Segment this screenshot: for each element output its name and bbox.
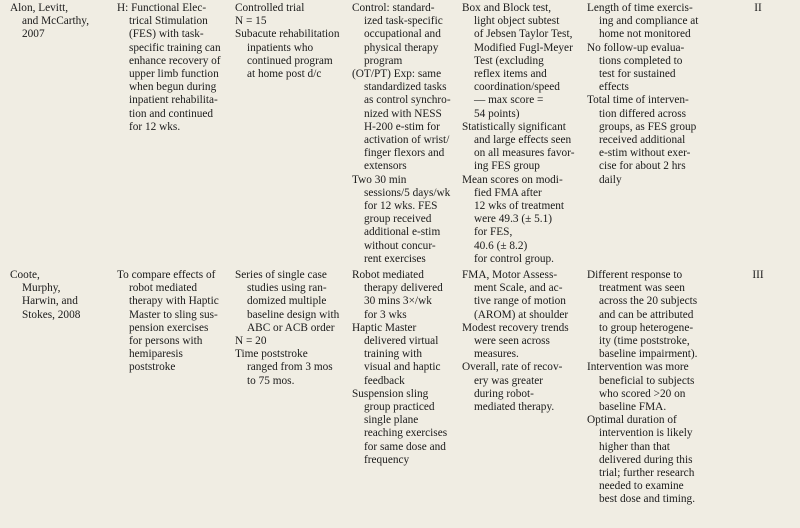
evidence-level: II (754, 2, 762, 14)
author-line: Murphy, (22, 282, 61, 295)
comment-item: No follow-up evalua- tions completed to test for sustained effects (587, 41, 685, 94)
design-item: N = 20 (235, 335, 267, 348)
author-line: and McCarthy, (22, 15, 90, 28)
intervention-item: Robot mediated therapy delivered 30 mins 3×/wk for 3 wks (352, 269, 443, 321)
purpose-line: H: Functional Elec- (117, 2, 207, 14)
comment-item: Different response to treatment was seen across the 20 subjects and can be attributed to group heterogene- ity (time poststroke, baseline impairment). (587, 269, 698, 361)
purpose-line: robot mediated (129, 282, 198, 295)
design-item: Subacute rehabilitation inpatients who continued program at home post d/c (235, 28, 340, 81)
purpose-line: upper limb function (129, 68, 219, 81)
evidence-level: III (752, 269, 764, 281)
purpose-line: specific training can (129, 41, 221, 54)
purpose-cell (117, 2, 223, 134)
intervention-item: Suspension sling group practiced single plane reaching exercises for same dose and frequency (352, 387, 448, 466)
purpose-line: tion and continued (129, 107, 214, 120)
outcome-item: Statistically significant and large effects seen on all measures favor- ing FES group (462, 120, 575, 173)
intervention-cell (352, 2, 460, 266)
comment-item: Length of time exercis- ing and compliance at home not monitored (587, 2, 699, 41)
purpose-line: inpatient rehabilita- (129, 94, 218, 107)
intervention-item: Two 30 min sessions/5 days/wk for 12 wks. FES group received additional e-stim without concur- rent exercises (352, 173, 451, 265)
intervention-item: Control: standard- ized task-specific occupational and physical therapy program (352, 2, 443, 67)
comment-item: Total time of interven- tion differed across groups, as FES group received additional e-stim without exer- cise for about 2 hrs daily (587, 94, 697, 186)
purpose-cell (117, 269, 223, 375)
author-line: 2007 (22, 28, 45, 41)
purpose-line: poststroke (129, 361, 176, 374)
purpose-line: hemiparesis (129, 348, 183, 361)
outcome-item: Box and Block test, light object subtest of Jebsen Taylor Test, Modified Fugl-Meyer Test (excluding reflex items and coordination/speed — max score = 54 points) (462, 2, 573, 120)
intervention-cell (352, 269, 460, 467)
purpose-line: enhance recovery of (129, 54, 221, 67)
design-cell (235, 2, 343, 81)
author-line: Stokes, 2008 (22, 308, 81, 321)
purpose-line: therapy with Haptic (129, 295, 219, 308)
author-cell (10, 269, 106, 322)
outcome-item: Mean scores on modi- fied FMA after 12 wks of treatment were 49.3 (± 5.1) for FES, 40.6 (± 8.2) for control group. (462, 173, 565, 265)
outcome-item: Modest recovery trends were seen across measures. (462, 321, 569, 361)
purpose-line: trical Stimulation (129, 15, 208, 28)
comments-cell (587, 269, 717, 507)
outcome-cell (462, 2, 580, 266)
design-item: Controlled trial (235, 2, 305, 14)
author-line: Alon, Levitt, (10, 2, 69, 14)
comment-item: Intervention was more beneficial to subjects who scored >20 on baseline FMA. (587, 361, 695, 414)
outcome-cell (462, 269, 580, 414)
purpose-line: when begun during (129, 81, 217, 94)
author-line: Coote, (10, 269, 40, 281)
purpose-line: To compare effects of (117, 269, 216, 281)
comments-cell (587, 2, 717, 187)
author-cell (10, 2, 106, 42)
purpose-line: (FES) with task- (129, 28, 204, 41)
design-item: Series of single case studies using ran- domized multiple baseline design with ABC or ACB order (235, 269, 340, 334)
comment-item: Optimal duration of intervention is likely higher than that delivered during this trial; further research needed to examine best dose and timing. (587, 414, 696, 506)
design-cell (235, 269, 343, 388)
purpose-line: pension exercises (129, 321, 209, 334)
outcome-item: Overall, rate of recov- ery was greater during robot- mediated therapy. (462, 361, 563, 414)
intervention-item: (OT/PT) Exp: same standardized tasks as control synchro- nized with NESS H-200 e-stim for activation of wrist/ finger flexors and extensors (352, 68, 451, 173)
intervention-item: Haptic Master delivered virtual training with visual and haptic feedback (352, 321, 441, 387)
purpose-line: for 12 wks. (129, 120, 181, 133)
design-item: N = 15 (235, 15, 267, 28)
purpose-line: for persons with (129, 335, 203, 348)
design-item: Time poststroke ranged from 3 mos to 75 mos. (235, 348, 333, 387)
outcome-item: FMA, Motor Assess- ment Scale, and ac- tive range of motion (AROM) at shoulder (462, 269, 569, 321)
purpose-line: Master to sling sus- (129, 308, 218, 321)
author-line: Harwin, and (22, 295, 78, 308)
